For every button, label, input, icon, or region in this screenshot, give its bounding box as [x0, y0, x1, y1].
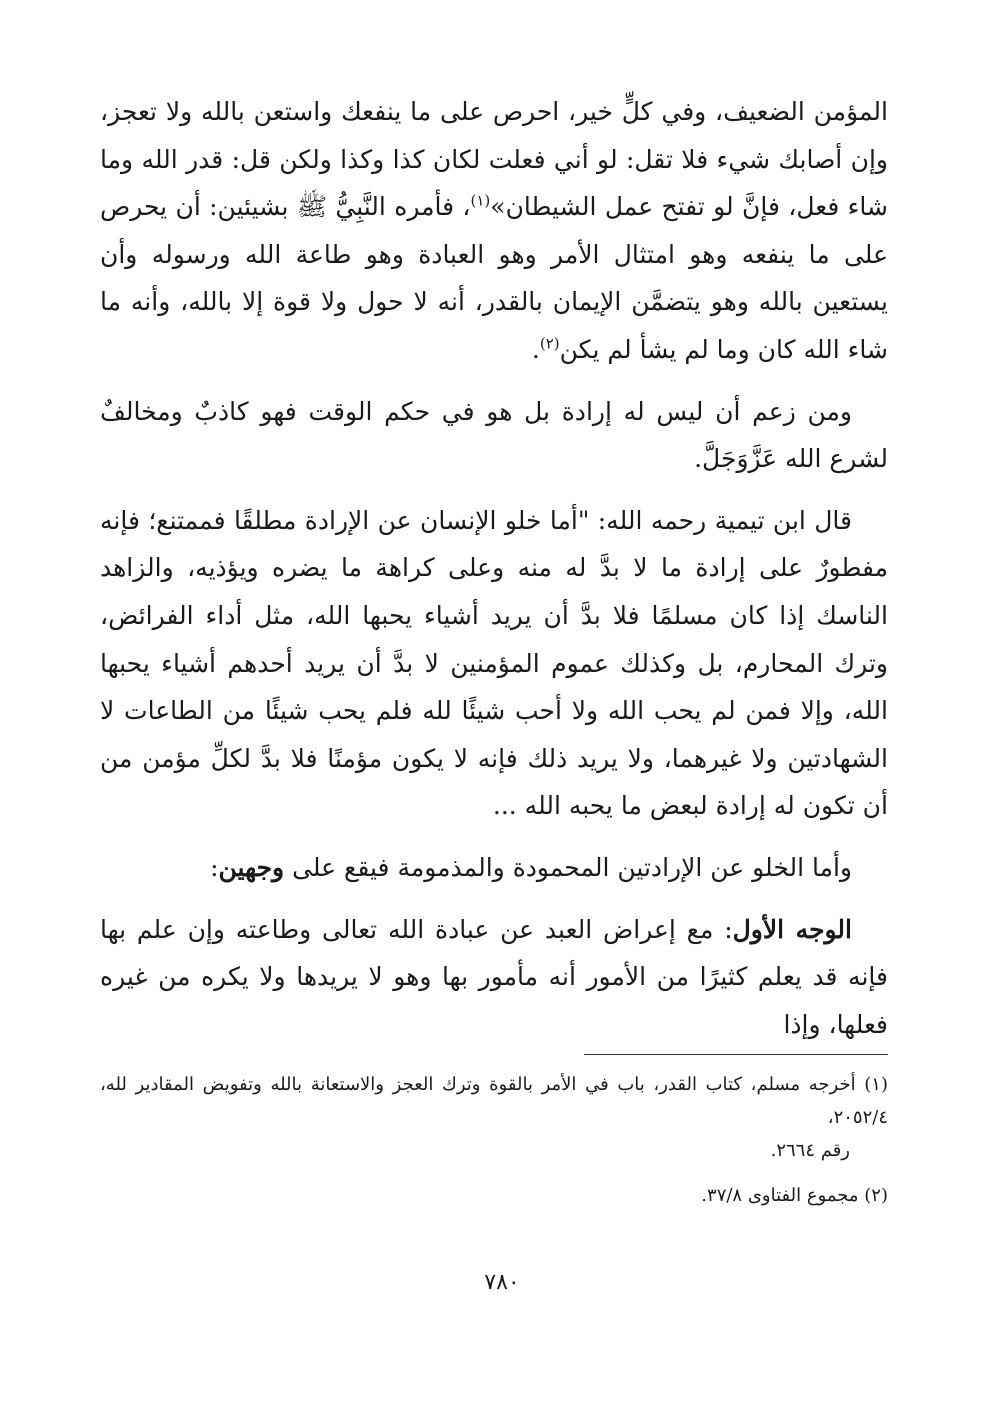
paragraph-4 [100, 844, 888, 892]
paragraph-5-text: : مع إعراض العبد عن عبادة الله تعالى وطاعته وإن علم بها فإنه قد يعلم كثيرًا من الأمور أنه مأمور بها وهو لا يريدها ولا يكره من غيره فعلها، وإذا [100, 914, 888, 1039]
page-number: ٧٨٠ [484, 1270, 520, 1295]
main-text [100, 88, 888, 1048]
paragraph-1-text-a: المؤمن الضعيف، وفي كلٍّ خير، احرص على ما ينفعك واستعن بالله ولا تعجز، وإن أصابك شيء فلا تقل: لو أني فعلت لكان كذا وكذا ولكن قل: قدر الله وما شاء فعل، فإنَّ لو تفتح عمل الشيطان» [100, 97, 888, 222]
footnotes [100, 1068, 888, 1212]
paragraph-1 [100, 88, 888, 374]
paragraph-2: ومن زعم أن ليس له إرادة بل هو في حكم الوقت فهو كاذبٌ ومخالفٌ لشرع الله عَزَّوَجَلَّ. [100, 396, 888, 474]
paragraph-5-bold: الوجه الأول [732, 914, 852, 944]
paragraph-1-text-b: ، فأمره النَّبِيُّ ﷺ بشيئين: أن يحرص على ما ينفعه وهو امتثال الأمر وهو العبادة وهو طاعة الله ورسوله وأن يستعين بالله وهو يتضمَّن الإيمان بالقدر، أنه لا حول ولا قوة إلا بالله، وأنه ما شاء الله كان وما لم يشأ لم يكن [100, 192, 888, 364]
footnote-separator [584, 1054, 888, 1055]
paragraph-4-text: وأما الخلو عن الإرادتين المحمودة والمذمومة فيقع على [284, 852, 852, 882]
footnote-1-continuation: رقم ٢٦٦٤. [770, 1140, 850, 1161]
paragraph-4-bold: وجهين [218, 852, 285, 882]
paragraph-5 [100, 906, 888, 1049]
footnote-ref-2[interactable]: (٢) [539, 334, 560, 353]
footnote-ref-1[interactable]: (١) [470, 191, 491, 210]
paragraph-1-text-c: . [531, 334, 540, 364]
paragraph-4-end: : [210, 852, 219, 882]
footnote-2: (٢) مجموع الفتاوى ٣٧/٨. [701, 1185, 888, 1206]
footnote-1: (١) أخرجه مسلم، كتاب القدر، باب في الأمر بالقوة وترك العجز والاستعانة بالله وتفويض المقادير لله، ٢٠٥٢/٤، [100, 1074, 888, 1128]
paragraph-3: قال ابن تيمية رحمه الله: "أما خلو الإنسان عن الإرادة مطلقًا فممتنع؛ فإنه مفطورٌ على إرادة ما لا بدَّ له منه وعلى كراهة ما يضره ويؤذيه، والزاهد الناسك إذا كان مسلمًا فلا بدَّ أن يريد أشياء يحبها الله، مثل أداء الفرائض، وترك المحارم، بل وكذلك عموم المؤمنين لا بدَّ أن يريد أحدهم أشياء يحبها الله، وإلا فمن لم يحب الله ولا أحب شيئًا لله فلم يحب شيئًا من الطاعات لا الشهادتين ولا غيرهما، ولا يريد ذلك فإنه لا يكون مؤمنًا فلا بدَّ لكلِّ مؤمن من أن تكون له إرادة لبعض ما يحبه الله ... [100, 505, 888, 821]
